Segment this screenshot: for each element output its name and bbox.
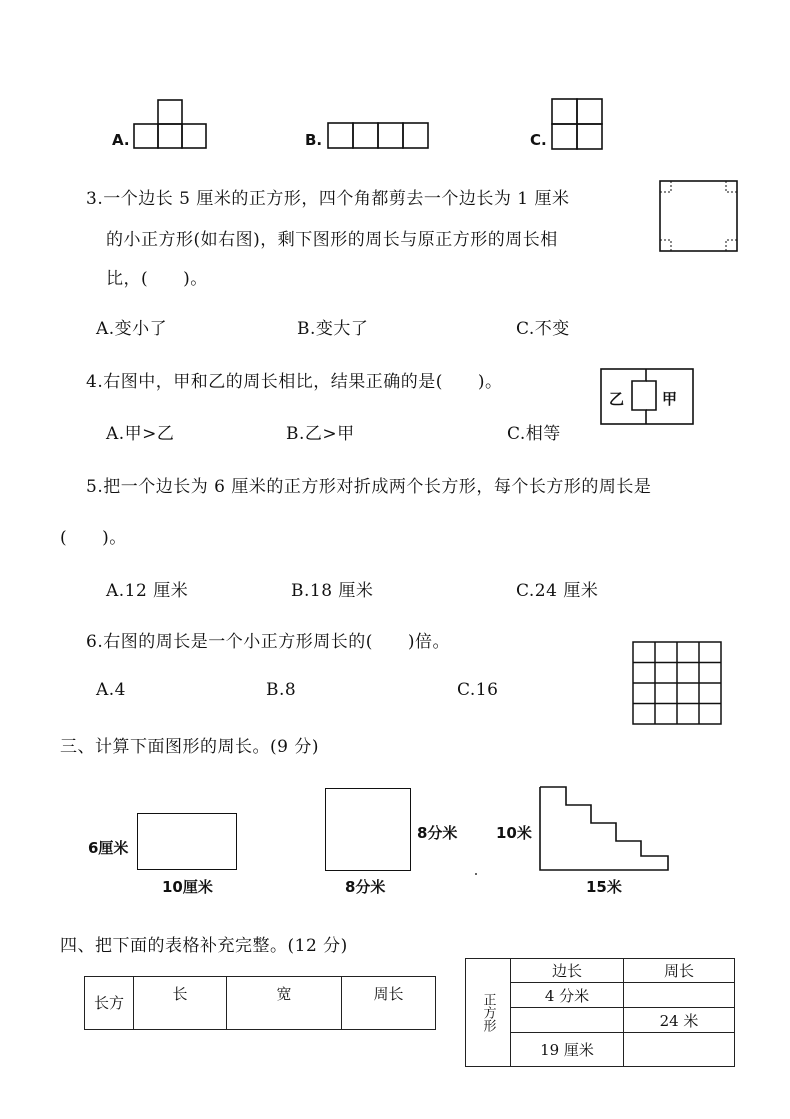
square-table-header-side: 边长 bbox=[511, 959, 624, 983]
rectangle-side-label: 6厘米 bbox=[88, 839, 129, 857]
q5-option-b: B.18 厘米 bbox=[291, 581, 374, 601]
option-b-figure bbox=[327, 122, 429, 150]
q3-line2: 的小正方形(如右图)，剩下图形的周长与原正方形的周长相 bbox=[106, 230, 558, 250]
rectangle-table bbox=[84, 976, 436, 1030]
staircase-figure bbox=[539, 786, 671, 872]
rect-table-header-width[interactable]: 宽 bbox=[227, 977, 342, 1030]
q4-question: 4.右图中，甲和乙的周长相比，结果正确的是( )。 bbox=[86, 372, 503, 392]
square-table-row-label: 正方形 bbox=[466, 959, 511, 1067]
square-figure bbox=[325, 788, 411, 871]
rect-table-row-label: 长方 bbox=[85, 977, 134, 1030]
q4-option-c: C.相等 bbox=[507, 424, 561, 444]
section4-title: 四、把下面的表格补充完整。(12 分) bbox=[60, 936, 348, 956]
q4-option-a: A.甲>乙 bbox=[106, 424, 175, 444]
square-table-cell[interactable]: 24 米 bbox=[624, 1008, 735, 1033]
q6-option-c: C.16 bbox=[457, 680, 499, 700]
rectangle-figure bbox=[137, 813, 237, 870]
square-bottom-label: 8分米 bbox=[345, 878, 386, 896]
q3-line1: 3.一个边长 5 厘米的正方形，四个角都剪去一个边长为 1 厘米 bbox=[86, 189, 570, 209]
q3-option-a: A.变小了 bbox=[96, 319, 168, 339]
q6-grid-figure bbox=[632, 641, 722, 725]
square-table-cell[interactable] bbox=[624, 983, 735, 1008]
square-table-header-perimeter: 周长 bbox=[624, 959, 735, 983]
q4-yi-label: 乙 bbox=[609, 390, 625, 408]
option-c-label: C. bbox=[530, 131, 547, 149]
q3-option-c: C.不变 bbox=[516, 319, 570, 339]
square-table-cell[interactable] bbox=[511, 1008, 624, 1033]
staircase-side-label: 10米 bbox=[496, 824, 532, 842]
stray-dot bbox=[475, 873, 477, 875]
section3-title: 三、计算下面图形的周长。(9 分) bbox=[60, 737, 319, 757]
q4-jia-label: 甲 bbox=[662, 390, 678, 408]
q6-question: 6.右图的周长是一个小正方形周长的( )倍。 bbox=[86, 632, 450, 652]
q3-option-b: B.变大了 bbox=[297, 319, 369, 339]
q6-option-a: A.4 bbox=[96, 680, 126, 700]
q5-option-a: A.12 厘米 bbox=[106, 581, 189, 601]
staircase-bottom-label: 15米 bbox=[586, 878, 622, 896]
q5-line2: ( )。 bbox=[60, 528, 127, 548]
rect-table-header-length[interactable]: 长 bbox=[134, 977, 227, 1030]
q3-cut-square-figure bbox=[659, 180, 739, 252]
option-c-figure bbox=[551, 98, 603, 150]
option-b-label: B. bbox=[305, 131, 323, 149]
option-a-label: A. bbox=[112, 131, 130, 149]
square-side-label: 8分米 bbox=[417, 824, 458, 842]
square-table bbox=[465, 958, 735, 1067]
square-table-cell[interactable]: 19 厘米 bbox=[511, 1033, 624, 1067]
square-table-cell[interactable] bbox=[624, 1033, 735, 1067]
option-a-figure bbox=[133, 98, 213, 150]
q5-line1: 5.把一个边长为 6 厘米的正方形对折成两个长方形，每个长方形的周长是 bbox=[86, 477, 652, 497]
rect-table-header-perimeter[interactable]: 周长 bbox=[342, 977, 436, 1030]
q5-option-c: C.24 厘米 bbox=[516, 581, 599, 601]
q3-line3: 比，( )。 bbox=[106, 269, 208, 289]
rectangle-bottom-label: 10厘米 bbox=[162, 878, 213, 896]
q4-option-b: B.乙>甲 bbox=[286, 424, 355, 444]
square-table-cell[interactable]: 4 分米 bbox=[511, 983, 624, 1008]
q6-option-b: B.8 bbox=[266, 680, 297, 700]
